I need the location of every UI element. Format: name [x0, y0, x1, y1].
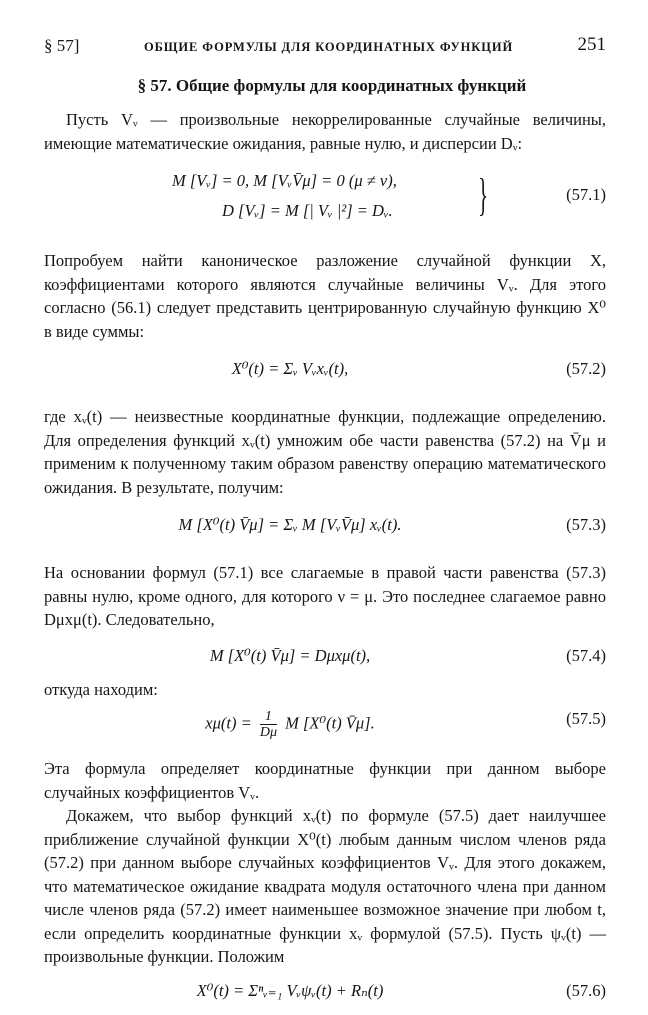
equation-number: (57.5) [566, 709, 606, 728]
equation-57-3 [44, 507, 606, 547]
header-section-ref: § 57] [44, 36, 80, 55]
equation-number: (57.1) [566, 185, 606, 204]
equation-57-1 [44, 165, 606, 231]
brace-icon: } [478, 169, 489, 220]
paragraph-1: Пусть Vᵥ — произвольные некоррелированные случайные величины, имеющие математические ожидания, равные нулю, и дисперсии Dᵥ: [44, 110, 606, 153]
paragraph-5: откуда находим: [44, 679, 158, 699]
equation-formula: X⁰(t) = Σᵥ Vᵥxᵥ(t), [231, 359, 349, 378]
header-running-title: ОБЩИЕ ФОРМУЛЫ ДЛЯ КООРДИНАТНЫХ ФУНКЦИЙ [144, 40, 514, 54]
equation-formula: M [X⁰(t) V̄μ] = Σᵥ M [VᵥV̄μ] xᵥ(t). [178, 515, 402, 534]
equation-57-6 [44, 973, 606, 1015]
equation-formula [44, 709, 536, 740]
paragraph-2: Попробуем найти каноническое разложение случайной функции X, коэффициентами которого являются случайные величины Vᵥ. Для этого согласно (56.1) следует представить центрированную случайную функцию X⁰ в виде суммы: [44, 251, 606, 341]
equation-57-1-line2: D [Vᵥ] = M [| Vᵥ |²] = Dᵥ. [222, 201, 393, 220]
equation-57-4 [44, 638, 606, 678]
paragraph-3: где xᵥ(t) — неизвестные координатные функции, подлежащие определению. Для определения функций xᵥ(t) умножим обе части равенства (57.2) на V̄μ и применим к полученному таким образом равенству операцию математического ожидания. В результате, получим: [44, 407, 606, 497]
equation-formula: M [X⁰(t) V̄μ] = Dμxμ(t), [209, 645, 371, 665]
paragraph-4: На основании формул (57.1) все слагаемые в правой части равенства (57.3) равны нулю, кроме одного, для которого ν = μ. Это последнее слагаемое равно Dμxμ(t). Следовательно, [44, 563, 606, 629]
running-header [44, 30, 606, 56]
equation-57-5 [44, 701, 606, 747]
equation-number: (57.2) [566, 359, 606, 378]
fraction [260, 709, 277, 740]
equation-left: xμ(t) = [205, 713, 252, 733]
paragraph-6: Эта формула определяет координатные функции при данном выборе случайных коэффициентов Vᵥ. [44, 759, 606, 802]
fraction-numerator: 1 [264, 709, 272, 724]
page-number: 251 [577, 34, 606, 55]
equation-number: (57.3) [566, 515, 606, 534]
equation-right: M [X⁰(t) V̄μ]. [285, 713, 375, 733]
equation-number: (57.4) [566, 645, 606, 665]
paragraph-7: Докажем, что выбор функций xᵥ(t) по формуле (57.5) дает наилучшее приближение случайной функции X⁰(t) любым данным числом членов ряда (57.2) при данном выборе случайных коэффициентов Vᵥ. Для этого докажем, что математическое ожидание квадрата модуля остаточного члена при данном числе членов ряда (57.2) имеет наименьшее возможное значение при любом t, если определить координатные функции xᵥ формулой (57.5). Пусть ψᵥ(t) — произвольные функции. Положим [44, 806, 606, 966]
fraction-denominator: Dμ [259, 725, 277, 740]
equation-57-1-line1: M [Vᵥ] = 0, M [VᵥV̄μ] = 0 (μ ≠ ν), [172, 171, 397, 190]
equation-formula: X⁰(t) = Σⁿᵥ₌₁ Vᵥψᵥ(t) + Rₙ(t) [196, 980, 384, 1000]
equation-57-2 [44, 351, 606, 391]
section-title: § 57. Общие формулы для координатных функций [137, 76, 527, 95]
page [44, 30, 606, 1015]
equation-number: (57.6) [566, 980, 606, 1000]
